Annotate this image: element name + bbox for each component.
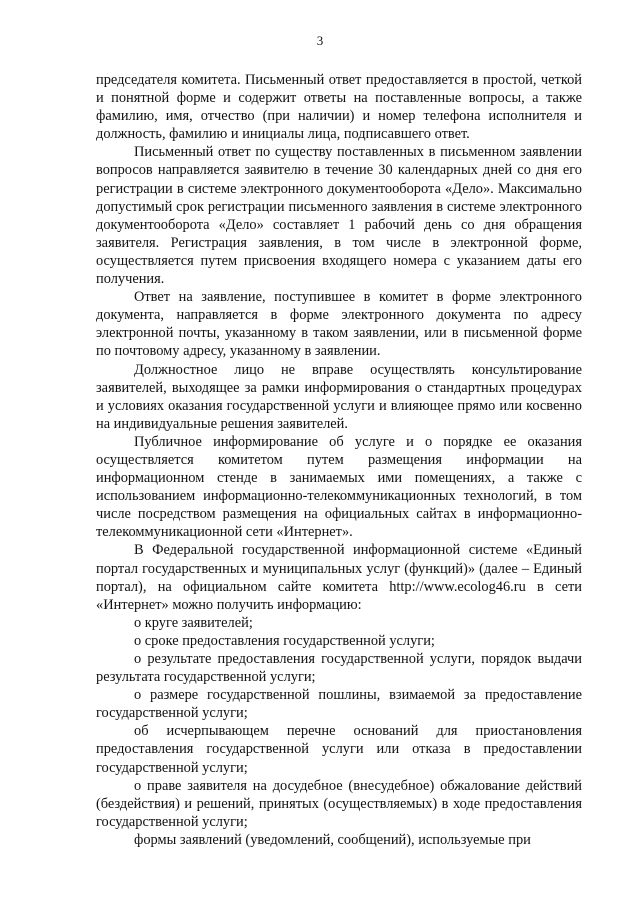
list-item: о результате предоставления государственной услуги, порядок выдачи результата государственной услуги; [96, 651, 582, 686]
paragraph-electronic-response: Ответ на заявление, поступившее в комитет в форме электронного документа, направляется в форме электронного документа по адресу электронной почты, указанному в таком заявлении, или в письменной форме по почтовому адресу, указанному в заявлении. [96, 289, 582, 360]
list-item: о праве заявителя на досудебное (внесудебное) обжалование действий (бездействия) и решений, принятых (осуществляемых) в ходе предоставления государственной услуги; [96, 777, 582, 830]
paragraph-public-information: Публичное информирование об услуге и о порядке ее оказания осуществляется комитетом путем размещения информации на информационном стенде в занимаемых ими помещениях, а также с использованием информационно-телекоммуникационных технологий, в том числе посредством размещения на официальных сайтах в информационно-телекоммуникационной сети «Интернет». [96, 433, 582, 541]
list-item: о круге заявителей; [134, 614, 253, 631]
list-item: о сроке предоставления государственной услуги; [134, 632, 435, 649]
document-body [96, 71, 582, 849]
page-number: 3 [316, 33, 324, 48]
paragraph-unified-portal: В Федеральной государственной информационной системе «Единый портал государственных и муниципальных услуг (функций)» (далее – Единый портал), на официальном сайте комитета http://www.ecolog46.ru в сети «Интернет» можно получить информацию: [96, 542, 582, 613]
list-item: формы заявлений (уведомлений, сообщений), используемые при [134, 831, 531, 848]
paragraph-continuation: председателя комитета. Письменный ответ предоставляется в простой, четкой и понятной форме и содержит ответы на поставленные вопросы, а также фамилию, имя, отчество (при наличии) и номер телефона исполнителя и должность, фамилию и инициалы лица, подписавшего ответ. [96, 72, 582, 143]
paragraph-response-deadline: Письменный ответ по существу поставленных в письменном заявлении вопросов направляется заявителю в течение 30 календарных дней со дня его регистрации в системе электронного документооборота «Дело». Максимально допустимый срок регистрации письменного заявления в системе электронного документооборота «Дело» составляет 1 рабочий день со дня обращения заявителя. Регистрация заявления, в том числе в электронной форме, осуществляется путем присвоения входящего номера с указанием даты его получения. [96, 144, 582, 288]
list-item: о размере государственной пошлины, взимаемой за предоставление государственной услуги; [96, 687, 582, 722]
list-item: об исчерпывающем перечне оснований для приостановления предоставления государственной услуги или отказа в предоставлении государственной услуги; [96, 723, 582, 776]
paragraph-consultation-limits: Должностное лицо не вправе осуществлять консультирование заявителей, выходящее за рамки информирования о стандартных процедурах и условиях оказания государственной услуги и влияющее прямо или косвенно на индивидуальные решения заявителей. [96, 361, 582, 432]
